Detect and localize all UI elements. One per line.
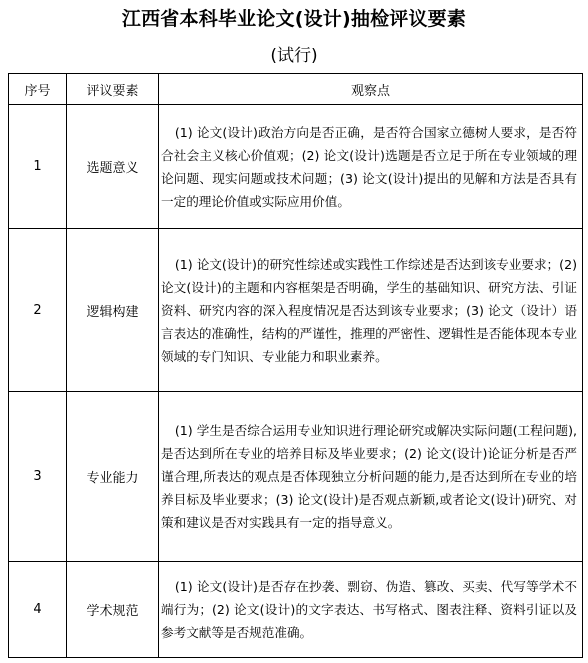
table-header-row xyxy=(9,74,583,105)
row-number: 3 xyxy=(9,392,67,562)
header-element: 评议要素 xyxy=(67,74,159,105)
table-row xyxy=(9,562,583,658)
document-subtitle: (试行) xyxy=(270,46,318,66)
row-number: 1 xyxy=(9,105,67,229)
row-element: 学术规范 xyxy=(67,562,159,658)
row-points: (1) 论文(设计)的研究性综述或实践性工作综述是否达到该专业要求；(2) 论文(设计)的主题和内容框架是否明确，学生的基础知识、研究方法、引证资料、研究内容的深入程度情况是否达到该专业要求；(3) 论文（设计）语言表达的准确性，结构的严谨性，推理的严密性、逻辑性是否能体现本专业领域的专门知识、专业能力和职业素养。 xyxy=(159,229,583,392)
row-number: 2 xyxy=(9,229,67,392)
header-num: 序号 xyxy=(9,74,67,105)
row-number: 4 xyxy=(9,562,67,658)
row-points: (1) 论文(设计)政治方向是否正确，是否符合国家立德树人要求，是否符合社会主义核心价值观；(2) 论文(设计)选题是否立足于所在专业领域的理论问题、现实问题或技术问题；(3) 论文(设计)提出的见解和方法是否具有一定的理论价值或实际应用价值。 xyxy=(159,105,583,229)
row-points: (1) 学生是否综合运用专业知识进行理论研究或解决实际问题(工程问题),是否达到所在专业的培养目标及毕业要求；(2) 论文(设计)论证分析是否严谨合理,所表达的观点是否体现独立分析问题的能力,是否达到所在专业的培养目标及毕业要求；(3) 论文(设计)是否观点新颖,或者论文(设计)研究、对策和建议是否对实践具有一定的指导意义。 xyxy=(159,392,583,562)
header-points: 观察点 xyxy=(159,74,583,105)
table-row xyxy=(9,392,583,562)
row-points: (1) 论文(设计)是否存在抄袭、剽窃、伪造、篡改、买卖、代写等学术不端行为；(2) 论文(设计)的文字表达、书写格式、图表注释、资料引证以及参考文献等是否规范准确。 xyxy=(159,562,583,658)
row-element: 选题意义 xyxy=(67,105,159,229)
table-row xyxy=(9,105,583,229)
row-element: 逻辑构建 xyxy=(67,229,159,392)
document-title: 江西省本科毕业论文(设计)抽检评议要素 xyxy=(121,8,467,30)
row-element: 专业能力 xyxy=(67,392,159,562)
criteria-table xyxy=(8,73,583,658)
table-row xyxy=(9,229,583,392)
